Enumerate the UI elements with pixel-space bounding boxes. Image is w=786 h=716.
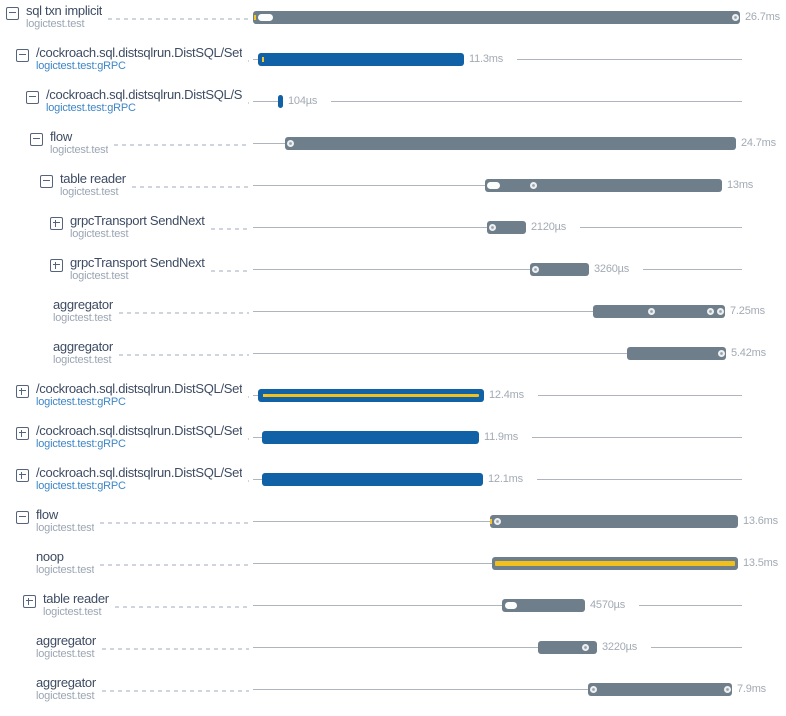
span-title[interactable]: /cockroach.sql.distsqlrun.DistSQL/Set xyxy=(36,465,243,480)
event-dot-marker xyxy=(732,14,739,21)
span-bar[interactable] xyxy=(627,347,726,360)
expand-toggle-icon[interactable] xyxy=(50,217,63,230)
span-track xyxy=(253,44,786,86)
span-label xyxy=(0,296,253,338)
span-bar[interactable] xyxy=(487,221,526,234)
span-track xyxy=(253,464,786,506)
toggle-plus-line xyxy=(21,388,22,395)
trace-span-row xyxy=(0,590,786,632)
indent-spacer xyxy=(0,170,40,171)
span-bar[interactable] xyxy=(538,641,597,654)
collapse-toggle-icon[interactable] xyxy=(40,175,53,188)
indent-spacer xyxy=(0,506,16,507)
leader-dots xyxy=(211,270,249,272)
span-bar[interactable] xyxy=(593,305,725,318)
span-label xyxy=(0,632,253,674)
span-label xyxy=(0,86,253,128)
timeline-baseline xyxy=(253,563,492,564)
timeline-baseline xyxy=(253,647,538,648)
span-bar[interactable] xyxy=(258,53,464,66)
span-subtitle: logictest.test xyxy=(70,228,129,240)
span-subtitle: logictest.test:gRPC xyxy=(36,438,126,450)
indent-spacer xyxy=(0,338,46,339)
span-track xyxy=(253,338,786,380)
stripe-highlight xyxy=(495,561,735,566)
span-track xyxy=(253,674,786,716)
span-track xyxy=(253,590,786,632)
span-title[interactable]: sql txn implicit xyxy=(26,3,103,18)
span-subtitle: logictest.test:gRPC xyxy=(46,102,136,114)
event-dot-marker xyxy=(718,350,725,357)
indent-spacer xyxy=(0,380,16,381)
event-dot-marker xyxy=(648,308,655,315)
span-title[interactable]: /cockroach.sql.distsqlrun.DistSQL/Set xyxy=(36,381,243,396)
trace-span-row xyxy=(0,632,786,674)
yellow-tick-marker xyxy=(490,519,492,524)
trace-span-row xyxy=(0,128,786,170)
span-label-text xyxy=(36,422,242,450)
span-title[interactable]: grpcTransport SendNext xyxy=(70,213,205,228)
expand-toggle-icon[interactable] xyxy=(16,427,29,440)
span-title[interactable]: /cockroach.sql.distsqlrun.DistSQL/S xyxy=(46,87,243,102)
span-bar[interactable] xyxy=(262,431,479,444)
span-label xyxy=(0,548,253,590)
expand-toggle-icon[interactable] xyxy=(16,469,29,482)
leader-dots xyxy=(108,18,249,20)
span-duration: 5.42ms xyxy=(731,347,766,359)
span-subtitle: logictest.test:gRPC xyxy=(36,396,126,408)
event-segment-marker xyxy=(258,14,273,21)
collapse-toggle-icon[interactable] xyxy=(16,511,29,524)
leader-dots xyxy=(248,102,249,104)
leader-dots xyxy=(211,228,249,230)
leader-dots xyxy=(132,186,249,188)
span-subtitle: logictest.test xyxy=(60,186,119,198)
timeline-baseline xyxy=(651,647,742,648)
trace-span-row xyxy=(0,44,786,86)
timeline-baseline xyxy=(643,269,742,270)
span-duration: 13.6ms xyxy=(743,515,778,527)
span-duration: 12.1ms xyxy=(488,473,523,485)
span-duration: 13.5ms xyxy=(743,557,778,569)
span-duration: 3260µs xyxy=(594,263,630,275)
event-segment-marker xyxy=(505,602,517,609)
indent-spacer xyxy=(0,422,16,423)
span-track xyxy=(253,86,786,128)
timeline-baseline xyxy=(253,311,593,312)
leader-dots xyxy=(115,606,249,608)
span-title[interactable]: aggregator xyxy=(53,339,113,354)
leader-dots xyxy=(100,564,249,566)
toggle-minus-line xyxy=(19,54,26,55)
span-title[interactable]: noop xyxy=(36,549,64,564)
expand-toggle-icon[interactable] xyxy=(23,595,36,608)
timeline-baseline xyxy=(517,59,742,60)
span-bar[interactable] xyxy=(588,683,732,696)
span-subtitle: logictest.test xyxy=(36,690,95,702)
indent-spacer xyxy=(0,254,50,255)
span-title[interactable]: /cockroach.sql.distsqlrun.DistSQL/Set xyxy=(36,45,243,60)
span-subtitle: logictest.test xyxy=(70,270,129,282)
indent-spacer xyxy=(0,464,16,465)
trace-span-row xyxy=(0,86,786,128)
timeline-baseline xyxy=(538,395,742,396)
leader-dots xyxy=(248,60,249,62)
span-subtitle: logictest.test:gRPC xyxy=(36,60,126,72)
span-track xyxy=(253,212,786,254)
event-dot-marker xyxy=(724,686,731,693)
span-subtitle: logictest.test xyxy=(53,312,112,324)
span-bar[interactable] xyxy=(285,137,736,150)
timeline-baseline xyxy=(253,353,627,354)
span-label-text xyxy=(36,464,242,492)
timeline-baseline xyxy=(532,437,742,438)
span-label-text xyxy=(43,590,109,618)
event-dot-marker xyxy=(287,140,294,147)
event-dot-marker xyxy=(707,308,714,315)
span-track xyxy=(253,380,786,422)
indent-spacer xyxy=(0,296,46,297)
span-label-text xyxy=(46,86,242,114)
indent-spacer xyxy=(0,2,6,3)
span-title[interactable]: flow xyxy=(50,129,72,144)
timeline-baseline xyxy=(253,101,278,102)
span-label-text xyxy=(60,170,126,198)
span-label xyxy=(0,464,253,506)
span-title[interactable]: table reader xyxy=(60,171,126,186)
timeline-baseline xyxy=(253,689,588,690)
span-subtitle: logictest.test xyxy=(53,354,112,366)
span-label xyxy=(0,380,253,422)
indent-spacer xyxy=(0,86,26,87)
span-duration: 7.9ms xyxy=(737,683,766,695)
toggle-plus-line xyxy=(21,472,22,479)
indent-spacer xyxy=(0,44,16,45)
span-label xyxy=(0,674,253,716)
span-track xyxy=(253,296,786,338)
event-dot-marker xyxy=(489,224,496,231)
span-subtitle: logictest.test xyxy=(50,144,109,156)
span-label-text xyxy=(36,632,96,660)
span-label-text xyxy=(36,44,242,72)
toggle-minus-line xyxy=(9,12,16,13)
span-bar[interactable] xyxy=(485,179,722,192)
span-bar[interactable] xyxy=(278,95,283,108)
leader-dots xyxy=(100,522,249,524)
span-label xyxy=(0,338,253,380)
toggle-minus-line xyxy=(33,138,40,139)
span-label xyxy=(0,212,253,254)
yellow-square-marker xyxy=(263,394,267,397)
indent-spacer xyxy=(0,128,30,129)
collapse-toggle-icon[interactable] xyxy=(16,49,29,62)
span-track xyxy=(253,506,786,548)
span-label-text xyxy=(36,506,94,534)
timeline-baseline xyxy=(580,227,742,228)
span-track xyxy=(253,632,786,674)
indent-spacer xyxy=(0,548,29,549)
span-duration: 3220µs xyxy=(602,641,638,653)
event-dot-marker xyxy=(717,308,724,315)
span-label xyxy=(0,170,253,212)
timeline-baseline xyxy=(253,437,262,438)
trace-span-row xyxy=(0,380,786,422)
toggle-minus-line xyxy=(19,516,26,517)
timeline-baseline xyxy=(253,185,485,186)
toggle-plus-line xyxy=(21,430,22,437)
span-duration: 12.4ms xyxy=(489,389,524,401)
span-title[interactable]: grpcTransport SendNext xyxy=(70,255,205,270)
span-subtitle: logictest.test xyxy=(36,522,95,534)
timeline-baseline xyxy=(253,269,530,270)
toggle-minus-line xyxy=(43,180,50,181)
span-track xyxy=(253,170,786,212)
yellow-tick-marker xyxy=(254,15,256,20)
stripe-highlight xyxy=(263,394,479,397)
leader-dots xyxy=(114,144,249,146)
leader-dots xyxy=(119,312,249,314)
span-duration: 104µs xyxy=(288,95,318,107)
expand-toggle-icon[interactable] xyxy=(50,259,63,272)
event-dot-marker xyxy=(532,266,539,273)
span-label-text xyxy=(70,212,205,240)
span-subtitle: logictest.test:gRPC xyxy=(36,480,126,492)
event-dot-marker xyxy=(582,644,589,651)
span-label xyxy=(0,128,253,170)
span-label-text xyxy=(36,548,94,576)
collapse-toggle-icon[interactable] xyxy=(26,91,39,104)
trace-span-row xyxy=(0,422,786,464)
trace-span-row xyxy=(0,548,786,590)
span-bar[interactable] xyxy=(490,515,738,528)
span-track xyxy=(253,548,786,590)
span-label-text xyxy=(26,2,102,30)
span-subtitle: logictest.test xyxy=(36,648,95,660)
timeline-baseline xyxy=(253,227,487,228)
span-label xyxy=(0,2,253,44)
trace-span-row xyxy=(0,338,786,380)
collapse-toggle-icon[interactable] xyxy=(6,7,19,20)
span-label xyxy=(0,422,253,464)
leader-dots xyxy=(119,354,249,356)
expand-toggle-icon[interactable] xyxy=(16,385,29,398)
trace-span-row xyxy=(0,254,786,296)
span-track xyxy=(253,254,786,296)
toggle-plus-line xyxy=(28,598,29,605)
span-duration: 24.7ms xyxy=(741,137,776,149)
span-label-text xyxy=(70,254,205,282)
indent-spacer xyxy=(0,590,23,591)
span-label xyxy=(0,44,253,86)
span-label-text xyxy=(53,296,113,324)
indent-spacer xyxy=(0,674,29,675)
yellow-tick-marker xyxy=(262,57,264,62)
trace-span-row xyxy=(0,296,786,338)
timeline-baseline xyxy=(253,605,502,606)
timeline-baseline xyxy=(639,605,742,606)
span-title[interactable]: aggregator xyxy=(53,297,113,312)
span-subtitle: logictest.test xyxy=(36,564,95,576)
span-duration: 2120µs xyxy=(531,221,567,233)
span-duration: 26.7ms xyxy=(745,11,780,23)
leader-dots xyxy=(248,438,249,440)
span-label xyxy=(0,254,253,296)
indent-spacer xyxy=(0,632,29,633)
span-title[interactable]: /cockroach.sql.distsqlrun.DistSQL/Set xyxy=(36,423,243,438)
span-duration: 7.25ms xyxy=(730,305,765,317)
toggle-minus-line xyxy=(29,96,36,97)
indent-spacer xyxy=(0,212,50,213)
span-duration: 11.9ms xyxy=(484,431,519,443)
span-subtitle: logictest.test xyxy=(26,18,85,30)
span-bar[interactable] xyxy=(258,389,484,402)
span-title[interactable]: aggregator xyxy=(36,633,96,648)
timeline-baseline xyxy=(253,521,490,522)
timeline-baseline xyxy=(537,479,742,480)
trace-span-row xyxy=(0,170,786,212)
span-label-text xyxy=(36,674,96,702)
trace-span-row xyxy=(0,464,786,506)
leader-dots xyxy=(102,648,249,650)
span-subtitle: logictest.test xyxy=(43,606,102,618)
collapse-toggle-icon[interactable] xyxy=(30,133,43,146)
span-duration: 4570µs xyxy=(590,599,626,611)
span-duration: 11.3ms xyxy=(469,53,504,65)
leader-dots xyxy=(248,480,249,482)
toggle-plus-line xyxy=(55,220,56,227)
trace-span-row xyxy=(0,2,786,44)
span-duration: 13ms xyxy=(727,179,754,191)
span-bar[interactable] xyxy=(530,263,589,276)
span-bar[interactable] xyxy=(253,11,740,24)
span-track xyxy=(253,2,786,44)
timeline-baseline xyxy=(331,101,742,102)
event-segment-marker xyxy=(487,182,500,189)
trace-span-row xyxy=(0,674,786,716)
trace-span-row xyxy=(0,506,786,548)
span-label-text xyxy=(50,128,108,156)
leader-dots xyxy=(248,396,249,398)
span-track xyxy=(253,422,786,464)
span-title[interactable]: aggregator xyxy=(36,675,96,690)
toggle-plus-line xyxy=(55,262,56,269)
span-track xyxy=(253,128,786,170)
span-label-text xyxy=(36,380,242,408)
event-dot-marker xyxy=(590,686,597,693)
span-title[interactable]: flow xyxy=(36,507,58,522)
span-bar[interactable] xyxy=(502,599,585,612)
trace-span-row xyxy=(0,212,786,254)
span-label xyxy=(0,506,253,548)
timeline-baseline xyxy=(253,143,285,144)
leader-dots xyxy=(102,690,249,692)
span-bar[interactable] xyxy=(492,557,738,570)
span-label-text xyxy=(53,338,113,366)
event-dot-marker xyxy=(494,518,501,525)
event-dot-marker xyxy=(530,182,537,189)
span-title[interactable]: table reader xyxy=(43,591,109,606)
span-label xyxy=(0,590,253,632)
span-bar[interactable] xyxy=(262,473,483,486)
timeline-baseline xyxy=(253,479,262,480)
